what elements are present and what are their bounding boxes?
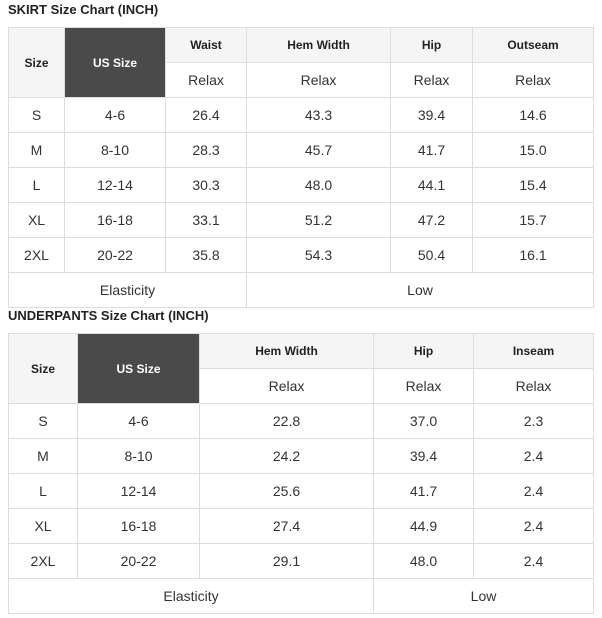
header-size: Size [9,334,78,404]
cell-us-size: 20-22 [78,544,200,579]
cell-waist: 30.3 [166,168,247,203]
header-inseam: Inseam [474,334,594,369]
header-us-size: US Size [78,334,200,404]
cell-hip: 48.0 [374,544,474,579]
subheader-relax: Relax [247,63,391,98]
elasticity-value: Low [374,579,594,614]
skirt-chart-title: SKIRT Size Chart (INCH) [8,2,159,17]
header-hip: Hip [391,28,473,63]
header-row [9,334,594,369]
cell-outseam: 15.4 [473,168,594,203]
cell-outseam: 16.1 [473,238,594,273]
cell-inseam: 2.4 [474,509,594,544]
cell-us-size: 4-6 [78,404,200,439]
header-row [9,28,594,63]
header-us-size: US Size [65,28,166,98]
elasticity-value: Low [247,273,594,308]
cell-hem-width: 43.3 [247,98,391,133]
cell-size: XL [9,203,65,238]
cell-hem-width: 24.2 [200,439,374,474]
cell-waist: 26.4 [166,98,247,133]
cell-us-size: 12-14 [78,474,200,509]
cell-hem-width: 27.4 [200,509,374,544]
table-row [9,544,594,579]
cell-size: M [9,133,65,168]
cell-us-size: 8-10 [78,439,200,474]
cell-hip: 47.2 [391,203,473,238]
header-outseam: Outseam [473,28,594,63]
cell-size: 2XL [9,544,78,579]
cell-us-size: 8-10 [65,133,166,168]
cell-hem-width: 29.1 [200,544,374,579]
cell-hem-width: 48.0 [247,168,391,203]
cell-size: L [9,474,78,509]
subheader-relax: Relax [166,63,247,98]
underpants-size-table [8,333,594,614]
table-row [9,238,594,273]
table-row [9,474,594,509]
elasticity-label: Elasticity [9,579,374,614]
cell-size: M [9,439,78,474]
cell-hip: 44.9 [374,509,474,544]
elasticity-row [9,273,594,308]
table-row [9,168,594,203]
header-hem-width: Hem Width [200,334,374,369]
cell-size: S [9,98,65,133]
cell-hem-width: 54.3 [247,238,391,273]
cell-inseam: 2.4 [474,439,594,474]
elasticity-label: Elasticity [9,273,247,308]
table-row [9,509,594,544]
cell-outseam: 14.6 [473,98,594,133]
cell-hem-width: 45.7 [247,133,391,168]
cell-us-size: 16-18 [65,203,166,238]
underpants-chart-title: UNDERPANTS Size Chart (INCH) [8,308,209,323]
cell-hip: 41.7 [391,133,473,168]
cell-outseam: 15.0 [473,133,594,168]
cell-size: S [9,404,78,439]
table-row [9,133,594,168]
cell-us-size: 20-22 [65,238,166,273]
cell-hip: 37.0 [374,404,474,439]
cell-size: XL [9,509,78,544]
cell-us-size: 4-6 [65,98,166,133]
subheader-relax: Relax [200,369,374,404]
table-row [9,439,594,474]
cell-waist: 33.1 [166,203,247,238]
cell-hip: 50.4 [391,238,473,273]
cell-hip: 41.7 [374,474,474,509]
header-hip: Hip [374,334,474,369]
cell-size: 2XL [9,238,65,273]
subheader-relax: Relax [391,63,473,98]
cell-waist: 28.3 [166,133,247,168]
cell-inseam: 2.4 [474,544,594,579]
cell-size: L [9,168,65,203]
cell-hip: 44.1 [391,168,473,203]
cell-inseam: 2.3 [474,404,594,439]
elasticity-row [9,579,594,614]
cell-waist: 35.8 [166,238,247,273]
subheader-relax: Relax [374,369,474,404]
header-waist: Waist [166,28,247,63]
table-row [9,98,594,133]
cell-us-size: 16-18 [78,509,200,544]
cell-us-size: 12-14 [65,168,166,203]
cell-outseam: 15.7 [473,203,594,238]
cell-hip: 39.4 [374,439,474,474]
subheader-relax: Relax [474,369,594,404]
cell-hem-width: 22.8 [200,404,374,439]
header-size: Size [9,28,65,98]
cell-hem-width: 51.2 [247,203,391,238]
header-hem-width: Hem Width [247,28,391,63]
table-row [9,203,594,238]
cell-hem-width: 25.6 [200,474,374,509]
cell-inseam: 2.4 [474,474,594,509]
subheader-relax: Relax [473,63,594,98]
cell-hip: 39.4 [391,98,473,133]
table-row [9,404,594,439]
skirt-size-table [8,27,594,308]
